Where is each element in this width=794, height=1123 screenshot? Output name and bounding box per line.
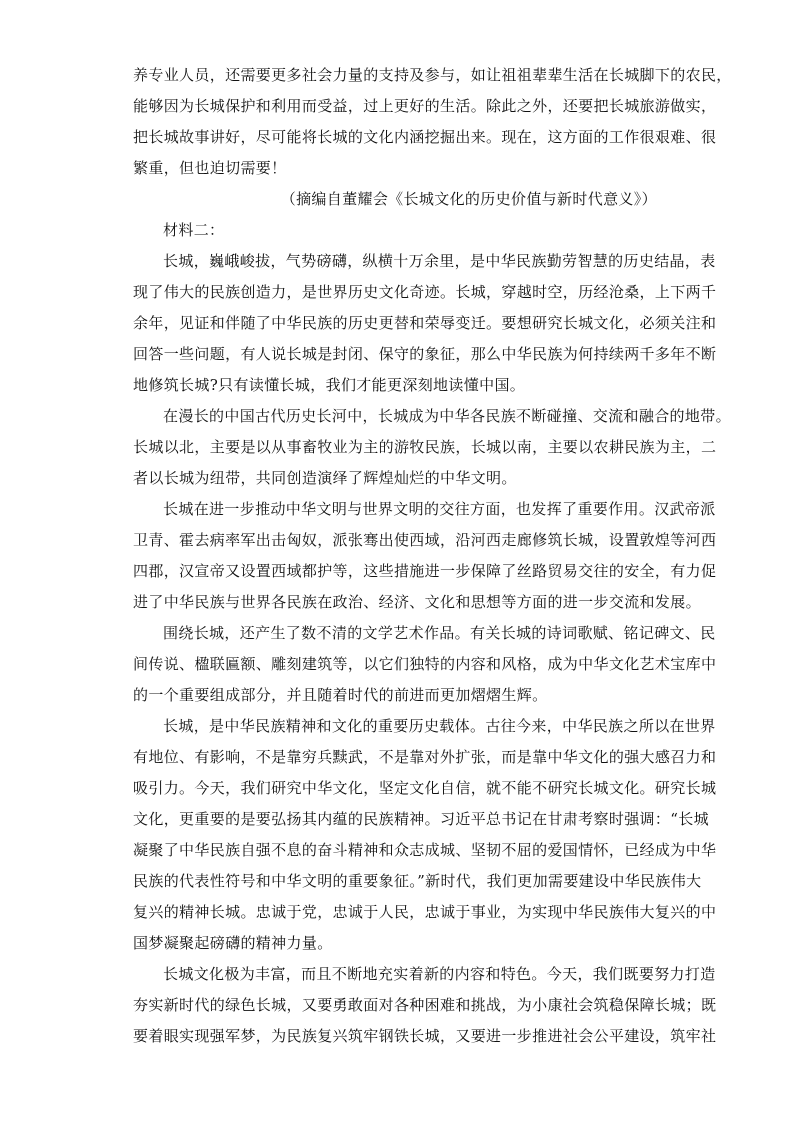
text-line: 国梦凝聚起磅礴的精神力量。 (133, 934, 333, 952)
paragraph-1 (133, 246, 717, 401)
text-line: 长城在进一步推动中华文明与世界文明的交往方面，也发挥了重要作用。汉武帝派 (163, 500, 716, 518)
material-label: 材料二： (163, 221, 225, 239)
text-line: 进了中华民族与世界各民族在政治、经济、文化和思想等方面的进一步交流和发展。 (133, 593, 701, 611)
text-line: 回答一些问题，有人说长城是封闭、保守的象征，那么中华民族为何持续两千多年不断 (133, 345, 717, 363)
paragraph-6 (133, 959, 717, 1052)
source-citation: （摘编自董耀会《长城文化的历史价值与新时代意义》） (280, 190, 657, 208)
text-line: 繁重，但也迫切需要！ (133, 159, 287, 177)
paragraph-2 (133, 401, 731, 494)
text-line: 养专业人员，还需要更多社会力量的支持及参与，如让祖祖辈辈生活在长城脚下的农民， (133, 66, 732, 84)
text-line: 者以长城为纽带，共同创造演绎了辉煌灿烂的中华文明。 (133, 469, 517, 487)
text-line: 地修筑长城?只有读懂长城，我们才能更深刻地读懂中国。 (133, 376, 526, 394)
text-line: 要着眼实现强军梦，为民族复兴筑牢钢铁长城，又要进一步推进社会公平建设，筑牢社 (133, 1027, 717, 1045)
text-line: 凝聚了中华民族自强不息的奋斗精神和众志成城、坚韧不屈的爱国情怀，已经成为中华 (133, 841, 717, 859)
text-line: 卫青、霍去病率军出击匈奴，派张骞出使西域，沿河西走廊修筑长城，设置敦煌等河西 (133, 531, 717, 549)
text-line: 四郡，汉宣帝又设置西域都护等，这些措施进一步保障了丝路贸易交往的安全，有力促 (133, 562, 717, 580)
text-line: 民族的代表性符号和中华文明的重要象征。”新时代，我们更加需要建设中华民族伟大 (133, 872, 702, 890)
paragraph-3 (133, 494, 717, 618)
text-line: 现了伟大的民族创造力，是世界历史文化奇迹。长城，穿越时空，历经沧桑，上下两千 (133, 283, 717, 301)
text-line: 复兴的精神长城。忠诚于党，忠诚于人民，忠诚于事业，为实现中华民族伟大复兴的中 (133, 903, 717, 921)
paragraph-5 (133, 711, 717, 959)
document-page (133, 60, 732, 1052)
text-line: 在漫长的中国古代历史长河中，长城成为中华各民族不断碰撞、交流和融合的地带。 (163, 407, 731, 425)
text-line: 长城以北，主要是以从事畜牧业为主的游牧民族，长城以南，主要以农耕民族为主，二 (133, 438, 717, 456)
text-line: 有地位、有影响，不是靠穷兵黩武，不是靠对外扩张，而是靠中华文化的强大感召力和 (133, 748, 717, 766)
paragraph-4 (133, 618, 717, 711)
text-line: 把长城故事讲好，尽可能将长城的文化内涵挖掘出来。现在，这方面的工作很艰难、很 (133, 128, 717, 146)
text-line: 长城文化极为丰富，而且不断地充实着新的内容和特色。今天，我们既要努力打造 (163, 965, 716, 983)
text-line: 长城，巍峨峻拔，气势磅礴，纵横十万余里，是中华民族勤劳智慧的历史结晶，表 (163, 252, 716, 270)
text-line: 夯实新时代的绿色长城，又要勇敢面对各种困难和挑战，为小康社会筑稳保障长城；既 (133, 996, 717, 1014)
text-line: 能够因为长城保护和利用而受益，过上更好的生活。除此之外，还要把长城旅游做实， (133, 97, 717, 115)
text-line: 长城，是中华民族精神和文化的重要历史载体。古往今来，中华民族之所以在世界 (163, 717, 716, 735)
text-line: 文化，更重要的是要弘扬其内蕴的民族精神。习近平总书记在甘肃考察时强调：“长城 (133, 810, 709, 828)
text-line: 间传说、楹联匾额、雕刻建筑等，以它们独特的内容和风格，成为中华文化艺术宝库中 (133, 655, 717, 673)
intro-paragraph (133, 60, 732, 184)
text-line: 的一个重要组成部分，并且随着时代的前进而更加熠熠生辉。 (133, 686, 548, 704)
text-line: 吸引力。今天，我们研究中华文化，坚定文化自信，就不能不研究长城文化。研究长城 (133, 779, 717, 797)
text-line: 余年，见证和伴随了中华民族的历史更替和荣辱变迁。要想研究长城文化，必须关注和 (133, 314, 717, 332)
text-line: 围绕长城，还产生了数不清的文学艺术作品。有关长城的诗词歌赋、铭记碑文、民 (163, 624, 716, 642)
